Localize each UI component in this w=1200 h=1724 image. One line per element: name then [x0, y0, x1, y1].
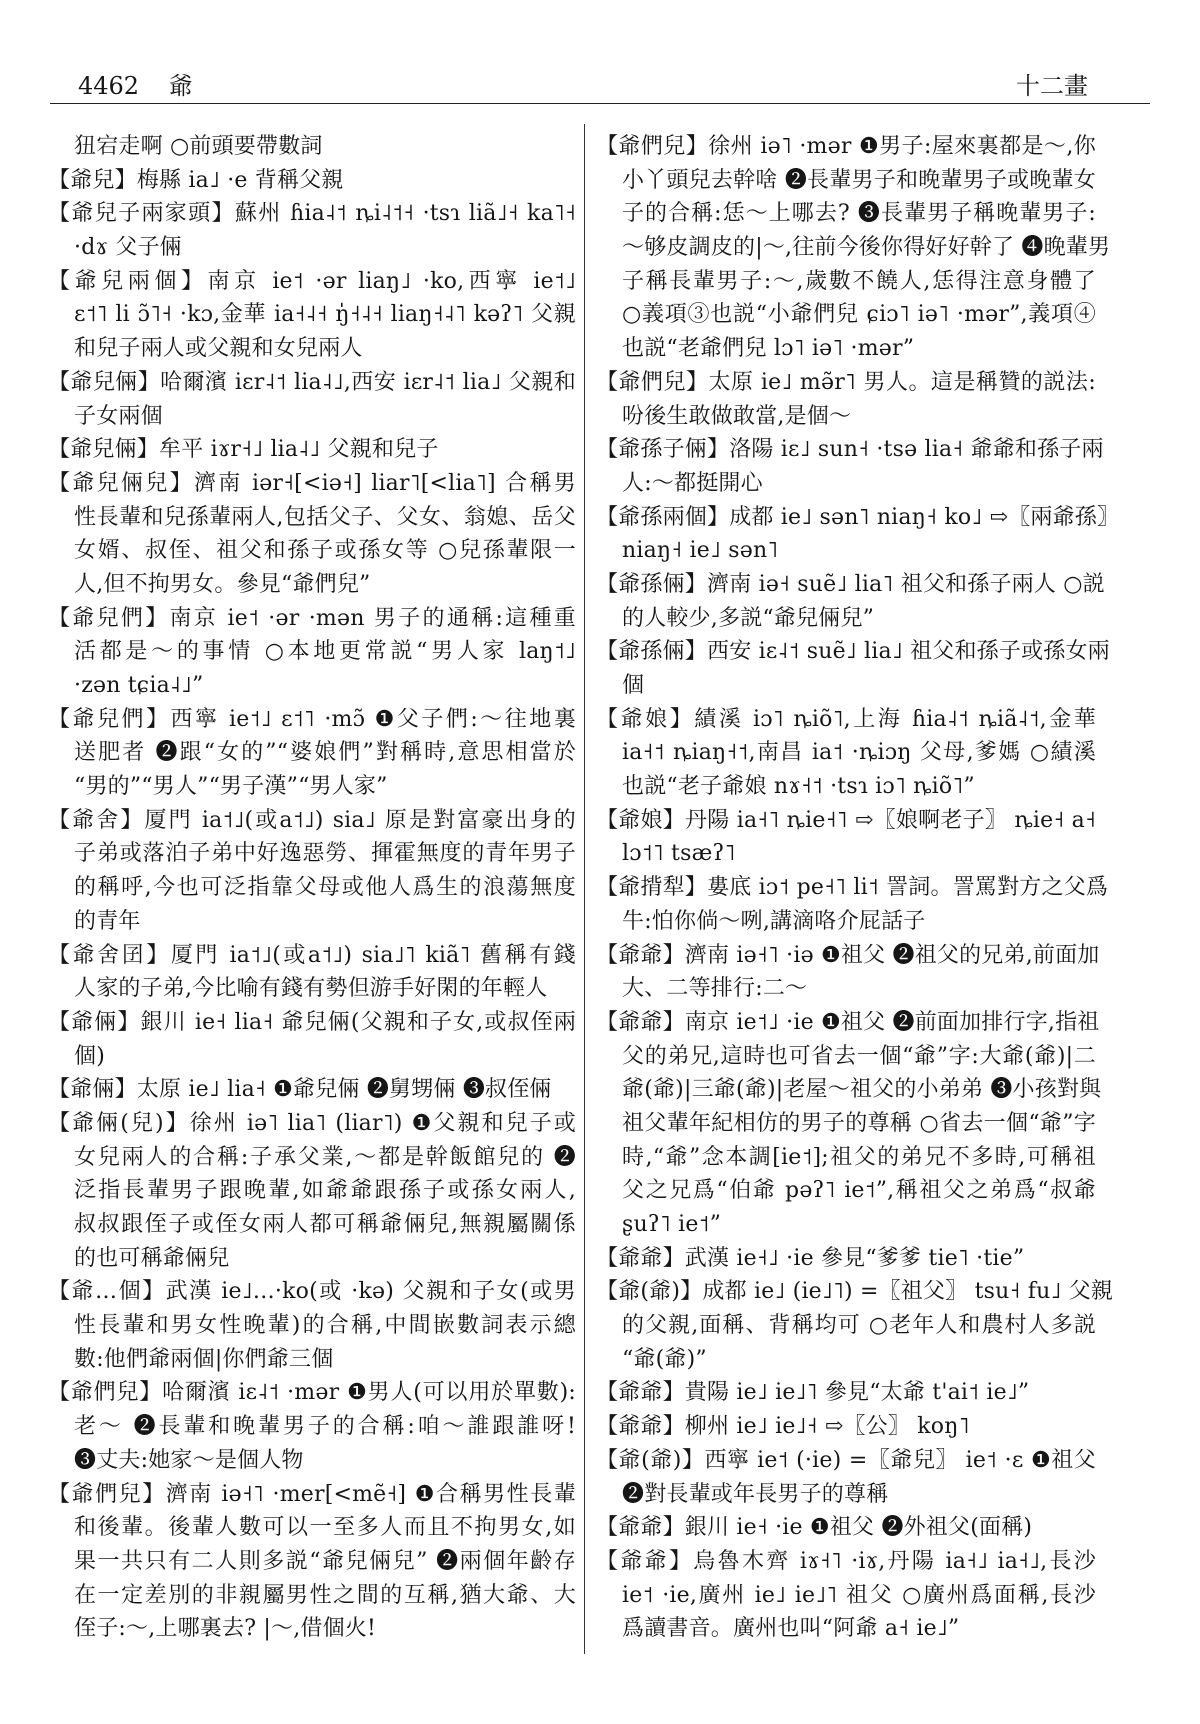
right-column	[596, 130, 1120, 1646]
entry-headline: 【爺們兒】濟南 iə˧˥ ·mer[<mẽ˧] ❶合稱男性長輩	[48, 1481, 576, 1507]
entry-text-line: 女兒兩人的合稱:子承父業,～都是幹飯館兒的 ❷	[74, 1144, 576, 1170]
entry-text-line: 子女兩個	[74, 403, 163, 429]
entry-text-line: 送肥者 ❷跟“女的”“婆娘們”對稱時,意思相當於	[74, 740, 576, 766]
entry-text-line: 人家的子弟,今比喻有錢有勢但游手好閑的年輕人	[74, 976, 548, 1002]
entry-headline: 【爺兒】梅縣 ia˩ ·e 背稱父親	[48, 167, 344, 193]
entry-headline: 【爺們兒】哈爾濱 iɛ˨˦ ·mər ❶男人(可以用於單數):	[48, 1380, 576, 1406]
entry-text-line: 在一定差別的非親屬男性之間的互稱,猶大爺、大	[74, 1582, 576, 1608]
entry-headline: 【爺…個】武漢 ie˩…·ko(或 ·kə) 父親和子女(或男	[48, 1279, 576, 1305]
entry-text-line: 侄子:～,上哪裏去? |～,借個火!	[74, 1616, 377, 1642]
entry-text-line: 的也可稱爺倆兒	[74, 1245, 230, 1271]
entry-text-line: 也説“老子爺娘 nɤ˧˦ ·tsɿ iɔ˥ ȵiõ˥”	[622, 774, 975, 800]
entry-text-line: 個	[622, 673, 645, 698]
entry-headline: 【爺兒倆】哈爾濱 iɛr˨˦ lia˨˩,西安 iɛr˨˦ lia˩ 父親和	[48, 369, 576, 395]
entry-headline: 【爺揹犁】婁底 iɔ˦ pe˧˥ li˦ 詈詞。詈罵對方之父爲	[596, 875, 1109, 901]
entry-text-line: “爺(爺)”	[622, 1346, 707, 1372]
entry-text-line: 子稱長輩男子:～,歲數不饒人,恁得注意身體了	[622, 268, 1096, 294]
entry-headline: 【爺孫倆】西安 iɛ˨˦ suẽ˩ lia˩ 祖父和孫子或孫女兩	[596, 639, 1110, 665]
page-number: 4462	[78, 72, 140, 100]
entry-text-line: ·dɤ 父子倆	[74, 235, 182, 261]
entry-headline: 【爺倆】太原 ie˩ lia˧ ❶爺兒倆 ❷舅甥倆 ❸叔侄倆	[48, 1077, 552, 1103]
entry-text-line: 的稱呼,今也可泛指靠父母或他人爲生的浪蕩無度	[74, 875, 576, 901]
running-header-left	[78, 66, 193, 101]
entry-headline: 【爺(爺)】成都 ie˩ (ie˩˥) =〖祖父〗 tsu˧ fu˩ 父親	[596, 1279, 1114, 1305]
entry-text-line: 祖父輩年紀相仿的男子的尊稱 ○省去一個“爺”字	[622, 1110, 1096, 1136]
entry-text-line: 子的合稱:恁～上哪去? ❸長輩男子稱晚輩男子:	[622, 201, 1096, 227]
left-column	[48, 130, 576, 1646]
entry-text-line: lɔ˦˥ tsæʔ˥	[622, 841, 736, 867]
entry-text-line: ia˧˦ ȵiaŋ˧˦,南昌 ia˦ ·ȵiɔŋ 父母,爹媽 ○績溪	[622, 740, 1096, 766]
entry-headline: 【爺娘】丹陽 ia˧˥ ȵie˧˥ ⇨〖娘啊老子〗 ȵie˧ a˧	[596, 807, 1096, 833]
entry-headline: 【爺兒子兩家頭】蘇州 ɦia˨˦ ȵi˨˦˧ ·tsɿ liã˩˧ ka˥˧	[48, 201, 576, 227]
entry-headline: 【爺兒們】西寧 ie˦˩ ɛ˦˥ ·mɔ̃ ❶父子們:～往地裏	[48, 706, 576, 732]
entry-text-line: ·zən tɕia˨˩”	[74, 673, 204, 698]
entry-text-line: 爲讀書音。廣州也叫“阿爺 a˧ ie˩”	[622, 1616, 960, 1642]
entry-text-line: 人:～都挺開心	[622, 470, 763, 496]
entry-headline: 【爺娘】績溪 iɔ˥ ȵiõ˥,上海 ɦia˨˦ ȵiã˨˦,金華	[596, 706, 1096, 732]
entry-headline: 【爺爺】濟南 iə˧˥ ·iə ❶祖父 ❷祖父的兄弟,前面加	[596, 942, 1100, 968]
entry-text-line: ɛ˦˥ li ɔ̃˥˧ ·kɔ,金華 ia˧˨˧ ŋ̍˧˨˧ liaŋ˧˨˥ kəʔ˥ 父親	[74, 302, 576, 328]
entry-headline: 【爺爺】南京 ie˦˩ ·ie ❶祖父 ❷前面加排行字,指祖	[596, 1009, 1100, 1035]
entry-text-line: 和後輩。後輩人數可以一至多人而且不拘男女,如	[74, 1515, 576, 1541]
entry-text-line: 的父親,面稱、背稱均可 ○老年人和農村人多説	[622, 1313, 1096, 1339]
entry-headline: 【爺兒們】南京 ie˦ ·ər ·mən 男子的通稱:這種重	[48, 605, 576, 631]
entry-text-line: 的人較少,多説“爺兒倆兒”	[622, 605, 875, 631]
entry-text-line: 老～ ❷長輩和晚輩男子的合稱:咱～誰跟誰呀!	[74, 1414, 576, 1440]
entry-headline: 【爺孫子倆】洛陽 iɛ˩ sun˧ ·tsə lia˧ 爺爺和孫子兩	[596, 437, 1104, 463]
entry-text-line: ʂuʔ˥ ie˦”	[622, 1212, 722, 1237]
entry-text-line: 個)	[74, 1043, 105, 1069]
entry-text-line: 女婿、叔侄、祖父和孫子或孫女等 ○兒孫輩限一	[74, 538, 576, 564]
entry-text-line: 果一共只有二人則多説“爺兒倆兒” ❷兩個年齡存	[74, 1548, 576, 1574]
entry-text-line: 牛:怕你倘～咧,講滴咯介屁話子	[622, 908, 926, 934]
entry-headline: 【爺舍】厦門 ia˦˩(或a˦˩) sia˩ 原是對富豪出身的	[48, 807, 576, 833]
entry-text-line: ○義項③也説“小爺們兒 ɕiɔ˥ iə˥ ·mər”,義項④	[622, 302, 1096, 328]
entry-text-line: 父之兄爲“伯爺 pəʔ˥ ie˦”,稱祖父之弟爲“叔爺	[622, 1178, 1096, 1204]
entry-text-line: 父的弟兄,這時也可省去一個“爺”字:大爺(爺)|二	[622, 1043, 1096, 1069]
entry-text-line: 泛指長輩男子跟晚輩,如爺爺跟孫子或孫女兩人,	[74, 1178, 576, 1204]
stroke-count-section: 十二畫	[1016, 72, 1088, 100]
entry-headline: 【爺兒兩個】南京 ie˦ ·ər liaŋ˩ ·ko,西寧 ie˦˩	[48, 268, 576, 294]
entry-text-line: 的青年	[74, 908, 141, 934]
entry-headline: 【爺(爺)】西寧 ie˦ (·ie) =〖爺兒〗 ie˦ ·ɛ ❶祖父	[596, 1447, 1096, 1473]
entry-text-line: 和兒子兩人或父親和女兒兩人	[74, 336, 363, 362]
entry-headline: 【爺爺】柳州 ie˩ ie˩˧ ⇨〖公〗 koŋ˥	[596, 1414, 970, 1440]
entry-text-line: 小丫頭兒去幹啥 ❷長輩男子和晚輩男子或晚輩女	[622, 167, 1096, 193]
entry-headline: 【爺爺】貴陽 ie˩ ie˩˥ 參見“太爺 t'ai˦ ie˩”	[596, 1380, 1030, 1406]
entry-headline: 【爺們兒】徐州 iə˥ ·mər ❶男子:屋來裏都是～,你	[596, 134, 1096, 159]
entry-text-line: 人,但不拘男女。參見“爺們兒”	[74, 571, 371, 597]
entry-headline: 【爺爺】銀川 ie˧ ·ie ❶祖父 ❷外祖父(面稱)	[596, 1515, 1033, 1541]
entry-headline: 【爺爺】烏魯木齊 iɤ˧˥ ·iɤ,丹陽 ia˧˩ ia˧˩,長沙	[596, 1548, 1096, 1574]
entry-text-line: 叔叔跟侄子或侄女兩人都可稱爺倆兒,無親屬關係	[74, 1212, 576, 1237]
entry-text-line: “男的”“男人”“男子漢”“男人家”	[74, 774, 388, 800]
entry-headline: 【爺兒倆兒】濟南 iər˧[<iə˧] liar˥[<lia˥] 合稱男	[48, 470, 576, 496]
entry-text-line: 子弟或落泊子弟中好逸惡勞、揮霍無度的青年男子	[74, 841, 576, 867]
entry-text-line: 也説“老爺們兒 lɔ˥ iə˥ ·mər”	[622, 336, 915, 362]
head-character: 爺	[168, 72, 193, 100]
entry-headline: 【爺爺】武漢 ie˧˩ ·ie 參見“爹爹 tie˥ ·tie”	[596, 1245, 1025, 1271]
entry-headline: 【爺倆】銀川 ie˧ lia˧ 爺兒倆(父親和子女,或叔侄兩	[48, 1009, 576, 1035]
entry-text-line: 活都是～的事情 ○本地更常説“男人家 laŋ˦˩	[74, 639, 576, 665]
entry-headline: 【爺孫兩個】成都 ie˩ sən˥ niaŋ˧ ko˩ ⇨〖兩爺孫〗	[596, 504, 1120, 530]
entry-text-line: ie˦ ·ie,廣州 ie˩ ie˩˥ 祖父 ○廣州爲面稱,長沙	[622, 1582, 1096, 1608]
entry-text-line: 性長輩和男女性晚輩)的合稱,中間嵌數詞表示總	[74, 1313, 576, 1339]
entry-text-line: 狃宕走啊 ○前頭要帶數詞	[74, 134, 323, 159]
entry-text-line: 大、二等排行:二～	[622, 976, 808, 1002]
entry-text-line: niaŋ˧ ie˩ sən˥	[622, 538, 779, 564]
entry-text-line: 吩後生敢做敢當,是個～	[622, 403, 852, 429]
entry-text-line: 爺(爺)|三爺(爺)|老屋～祖父的小弟弟 ❸小孩對與	[622, 1077, 1102, 1103]
entry-text-line: 性長輩和兒孫輩兩人,包括父子、父女、翁媳、岳父	[74, 504, 576, 530]
entry-headline: 【爺們兒】太原 ie˩ mə̃r˥ 男人。這是稱贊的説法:	[596, 369, 1096, 395]
entry-headline: 【爺孫倆】濟南 iə˧ suẽ˩ lia˥ 祖父和孫子兩人 ○説	[596, 571, 1105, 597]
entry-headline: 【爺兒倆】牟平 iɤr˧˩ lia˨˩ 父親和兒子	[48, 437, 439, 463]
header-rule	[50, 103, 1150, 104]
entry-text-line: ❸丈夫:她家～是個人物	[74, 1447, 304, 1473]
entry-text-line: 數:他們爺兩個|你們爺三個	[74, 1346, 334, 1372]
entry-text-line: 時,“爺”念本調[ie˦];祖父的弟兄不多時,可稱祖	[622, 1144, 1096, 1170]
entry-headline: 【爺倆(兒)】徐州 iə˥ lia˥ (liar˥) ❶父親和兒子或	[48, 1110, 576, 1136]
column-divider	[584, 124, 585, 1654]
entry-headline: 【爺舍囝】厦門 ia˦˩(或a˦˩) sia˩˥ kiã˥ 舊稱有錢	[48, 942, 576, 968]
entry-text-line: ～够皮調皮的|～,往前今後你得好好幹了 ❹晚輩男	[622, 235, 1111, 261]
entry-text-line: ❷對長輩或年長男子的尊稱	[622, 1481, 889, 1507]
